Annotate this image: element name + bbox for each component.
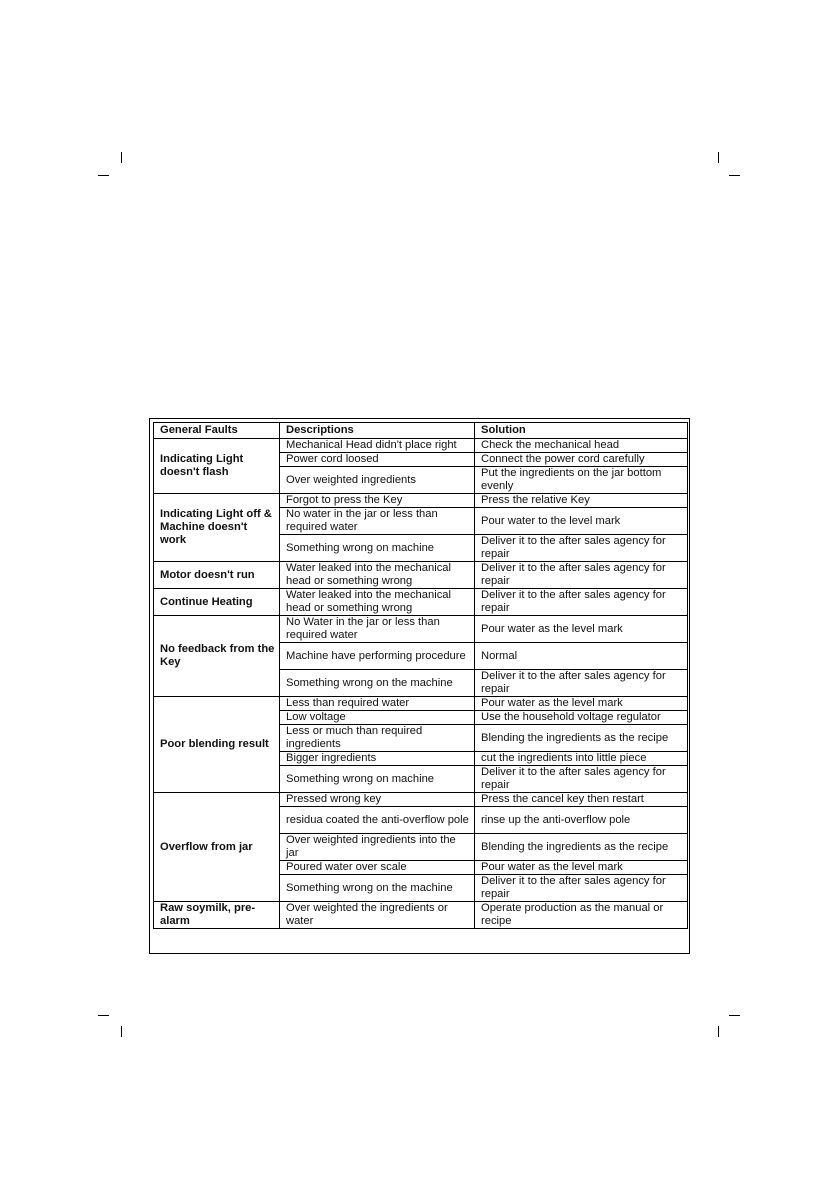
solution-cell: cut the ingredients into little piece: [475, 752, 688, 766]
solution-cell: Deliver it to the after sales agency for repair: [475, 875, 688, 902]
description-cell: residua coated the anti-overflow pole: [280, 807, 475, 834]
solution-cell: Use the household voltage regulator: [475, 711, 688, 725]
header-general-faults: General Faults: [154, 423, 280, 439]
description-cell: Water leaked into the mechanical head or something wrong: [280, 589, 475, 616]
solution-cell: Pour water as the level mark: [475, 616, 688, 643]
solution-cell: Put the ingredients on the jar bottom evenly: [475, 467, 688, 494]
description-cell: Over weighted ingredients into the jar: [280, 834, 475, 861]
crop-mark-bottom-right-vertical: [718, 1026, 719, 1037]
fault-cell: Poor blending result: [154, 697, 280, 793]
description-cell: No Water in the jar or less than required water: [280, 616, 475, 643]
fault-cell: Raw soymilk, pre-alarm: [154, 902, 280, 929]
description-cell: Something wrong on machine: [280, 766, 475, 793]
solution-cell: Deliver it to the after sales agency for repair: [475, 670, 688, 697]
description-cell: Power cord loosed: [280, 453, 475, 467]
solution-cell: Deliver it to the after sales agency for repair: [475, 589, 688, 616]
table-row: [154, 562, 688, 589]
solution-cell: Check the mechanical head: [475, 439, 688, 453]
solution-cell: rinse up the anti-overflow pole: [475, 807, 688, 834]
fault-cell: Overflow from jar: [154, 793, 280, 902]
troubleshooting-table: [153, 422, 688, 929]
solution-cell: Normal: [475, 643, 688, 670]
crop-mark-top-left-horizontal: [98, 175, 109, 176]
solution-cell: Pour water as the level mark: [475, 861, 688, 875]
solution-cell: Press the cancel key then restart: [475, 793, 688, 807]
fault-cell: Indicating Light doesn't flash: [154, 439, 280, 494]
crop-mark-bottom-left-vertical: [121, 1026, 122, 1037]
header-descriptions: Descriptions: [280, 423, 475, 439]
solution-cell: Blending the ingredients as the recipe: [475, 725, 688, 752]
table-row: [154, 589, 688, 616]
table-header-row: [154, 423, 688, 439]
table-body: [154, 439, 688, 929]
description-cell: Over weighted ingredients: [280, 467, 475, 494]
solution-cell: Blending the ingredients as the recipe: [475, 834, 688, 861]
description-cell: Something wrong on machine: [280, 535, 475, 562]
solution-cell: Deliver it to the after sales agency for repair: [475, 766, 688, 793]
crop-mark-top-right-vertical: [718, 152, 719, 163]
description-cell: Less than required water: [280, 697, 475, 711]
description-cell: Water leaked into the mechanical head or something wrong: [280, 562, 475, 589]
solution-cell: Deliver it to the after sales agency for repair: [475, 562, 688, 589]
fault-cell: No feedback from the Key: [154, 616, 280, 697]
table-row: [154, 902, 688, 929]
description-cell: Over weighted the ingredients or water: [280, 902, 475, 929]
description-cell: Forgot to press the Key: [280, 494, 475, 508]
description-cell: Less or much than required ingredients: [280, 725, 475, 752]
solution-cell: Deliver it to the after sales agency for repair: [475, 535, 688, 562]
description-cell: Bigger ingredients: [280, 752, 475, 766]
description-cell: Low voltage: [280, 711, 475, 725]
header-solution: Solution: [475, 423, 688, 439]
description-cell: No water in the jar or less than required water: [280, 508, 475, 535]
description-cell: Mechanical Head didn't place right: [280, 439, 475, 453]
table-row: [154, 494, 688, 508]
description-cell: Machine have performing procedure: [280, 643, 475, 670]
description-cell: Something wrong on the machine: [280, 670, 475, 697]
crop-mark-top-left-vertical: [121, 152, 122, 163]
crop-mark-bottom-right-horizontal: [729, 1015, 740, 1016]
description-cell: Pressed wrong key: [280, 793, 475, 807]
fault-cell: Motor doesn't run: [154, 562, 280, 589]
table-row: [154, 439, 688, 453]
description-cell: Something wrong on the machine: [280, 875, 475, 902]
table-row: [154, 697, 688, 711]
solution-cell: Press the relative Key: [475, 494, 688, 508]
table-row: [154, 793, 688, 807]
solution-cell: Pour water as the level mark: [475, 697, 688, 711]
solution-cell: Pour water to the level mark: [475, 508, 688, 535]
crop-mark-bottom-left-horizontal: [98, 1015, 109, 1016]
solution-cell: Connect the power cord carefully: [475, 453, 688, 467]
table-row: [154, 616, 688, 643]
fault-cell: Continue Heating: [154, 589, 280, 616]
crop-mark-top-right-horizontal: [729, 175, 740, 176]
fault-cell: Indicating Light off & Machine doesn't work: [154, 494, 280, 562]
solution-cell: Operate production as the manual or recipe: [475, 902, 688, 929]
description-cell: Poured water over scale: [280, 861, 475, 875]
